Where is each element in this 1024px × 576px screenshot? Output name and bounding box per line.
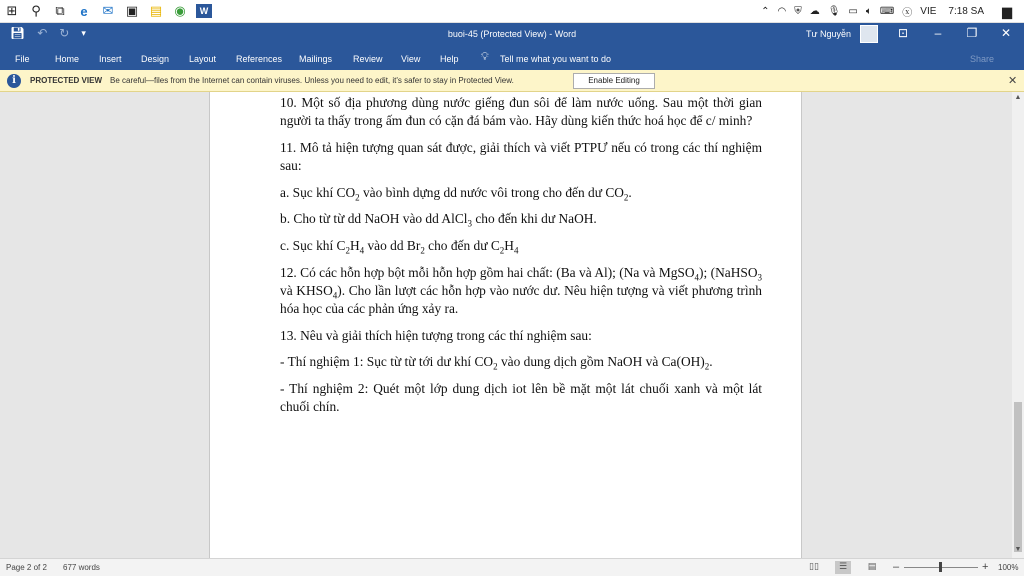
paragraph-q11c[interactable]: c. Sục khí $C_2H_4$ vào dd $Br_2$ cho đến dư $C_2H_4$ xyxy=(280,237,519,256)
document-canvas[interactable] xyxy=(0,92,1012,558)
tell-me-search[interactable]: Tell me what you want to do xyxy=(500,54,612,64)
scroll-thumb[interactable] xyxy=(1014,402,1022,552)
user-name[interactable]: Tư Nguyễn xyxy=(806,29,852,39)
start-icon[interactable]: ⊞ xyxy=(6,3,18,18)
web-layout-icon[interactable]: ▤ xyxy=(867,561,877,571)
wifi-icon[interactable]: ◠ xyxy=(777,6,787,17)
restore-button[interactable]: ❐ xyxy=(966,26,978,40)
paragraph-q11[interactable]: 11. Mô tả hiện tượng quan sát được, giải thích và viết PTPƯ nếu có trong các thí nghiệm sau: xyxy=(280,139,762,174)
zoom-level[interactable]: 100% xyxy=(998,563,1019,572)
file-explorer-icon[interactable]: ▤ xyxy=(149,3,163,18)
zoom-in-icon[interactable]: + xyxy=(982,561,989,573)
keyboard-icon[interactable]: ⌨ xyxy=(879,6,895,17)
store-icon[interactable]: ▣ xyxy=(125,3,139,18)
document-body[interactable] xyxy=(280,94,762,425)
zoom-out-icon[interactable]: – xyxy=(893,561,900,573)
chrome-icon[interactable]: ◉ xyxy=(174,3,186,18)
info-icon: i xyxy=(7,74,21,88)
paragraph-q11a[interactable]: a. Sục khí $CO_2$ vào bình dựng dd nước vôi trong cho đến dư $CO_2$. xyxy=(280,184,632,203)
read-mode-icon[interactable]: ▯▯ xyxy=(809,561,819,571)
paragraph-q12[interactable]: 12. Có các hỗn hợp bột mỗi hỗn hợp gồm hai chất: (Ba và Al); (Na và MgSO$_4$); (NaHSO$_3$ và $KHSO_4$). Cho lần lượt các hỗn hợp vào nước dư. Nêu hiện tượng và viết phương trình hóa học của các phản ứng xảy ra. xyxy=(280,264,762,317)
window-title: buoi-45 (Protected View) - Word xyxy=(447,29,577,39)
paragraph-q13a[interactable]: - Thí nghiệm 1: Sục từ từ tới dư khí $CO_2$ vào dung dịch gồm NaOH và $Ca(OH)_2$. xyxy=(280,354,713,373)
protected-view-label: PROTECTED VIEW xyxy=(30,76,103,85)
tab-view[interactable]: View xyxy=(401,54,421,64)
paragraph-q10[interactable]: 10. Một số địa phương dùng nước giếng đun sôi để làm nước uống. Sau một thời gian người ta thấy trong ấm đun có cặn đá bám vào. Hãy dùng kiến thức hoá học để c/ minh? xyxy=(280,95,762,129)
ime-icon[interactable]: ⓧ xyxy=(902,8,913,19)
search-icon[interactable]: ⚲ xyxy=(31,3,41,18)
title-bar xyxy=(0,23,1024,47)
notification-icon[interactable]: ▆ xyxy=(1002,3,1012,19)
word-count[interactable]: 677 words xyxy=(63,563,100,572)
scroll-up-icon[interactable]: ▲ xyxy=(1014,94,1022,101)
language-indicator[interactable]: VIE xyxy=(920,6,937,17)
tab-home[interactable]: Home xyxy=(55,54,80,64)
antivirus-icon[interactable]: ⛨ xyxy=(794,6,802,17)
tab-file[interactable]: File xyxy=(15,54,30,64)
status-bar xyxy=(0,558,1024,576)
tab-insert[interactable]: Insert xyxy=(99,54,122,64)
customize-toolbar-icon[interactable]: ▾ xyxy=(81,28,86,38)
cloud-icon[interactable]: ☁ xyxy=(809,6,820,17)
lightbulb-icon: 💡︎ xyxy=(481,51,489,63)
tab-references[interactable]: References xyxy=(236,54,283,64)
microphone-icon[interactable]: 🎙︎ xyxy=(827,6,841,17)
ribbon-display-options-icon[interactable]: ⊡ xyxy=(897,26,909,40)
close-button[interactable]: ✕ xyxy=(1000,26,1012,40)
close-icon[interactable]: ✕ xyxy=(1008,75,1018,87)
minimize-button[interactable]: – xyxy=(934,26,942,40)
redo-icon[interactable]: ↻ xyxy=(59,26,70,40)
enable-editing-button[interactable]: Enable Editing xyxy=(573,73,655,89)
mail-icon[interactable]: ✉ xyxy=(102,3,114,18)
ribbon-tabs xyxy=(0,47,1024,70)
chevron-up-icon[interactable]: ⌃ xyxy=(761,6,770,17)
protected-view-bar xyxy=(0,70,1024,92)
edge-icon[interactable]: e xyxy=(80,3,88,19)
document-page[interactable] xyxy=(209,92,802,558)
vertical-scrollbar[interactable] xyxy=(1012,92,1024,558)
scroll-down-icon[interactable]: ▼ xyxy=(1014,546,1022,553)
paragraph-q11b[interactable]: b. Cho từ từ dd NaOH vào dd AlCl$_3$ cho đến khi dư NaOH. xyxy=(280,211,597,230)
share-button[interactable]: Share xyxy=(970,54,995,64)
clock[interactable]: 7:18 SA xyxy=(948,6,984,17)
avatar[interactable] xyxy=(860,25,878,43)
save-icon[interactable]: 💾︎ xyxy=(10,26,26,40)
volume-icon[interactable]: 🔈︎ xyxy=(865,6,872,17)
undo-icon[interactable]: ↶ xyxy=(37,26,48,40)
paragraph-q13b[interactable]: - Thí nghiệm 2: Quét một lớp dung dịch iot lên bề mặt một lát chuối xanh và một lát chuối chín. xyxy=(280,380,762,415)
task-view-icon[interactable]: ⧉ xyxy=(55,3,65,18)
battery-icon[interactable]: ▭ xyxy=(848,6,858,17)
tab-design[interactable]: Design xyxy=(141,54,170,64)
print-layout-icon[interactable]: ☰ xyxy=(835,561,851,574)
page-count[interactable]: Page 2 of 2 xyxy=(6,563,47,572)
word-taskbar-icon[interactable]: W xyxy=(196,4,212,18)
tab-mailings[interactable]: Mailings xyxy=(299,54,333,64)
zoom-slider-thumb[interactable] xyxy=(939,562,942,572)
paragraph-q13[interactable]: 13. Nêu và giải thích hiện tượng trong các thí nghiệm sau: xyxy=(280,327,592,343)
tab-review[interactable]: Review xyxy=(353,54,383,64)
tab-layout[interactable]: Layout xyxy=(189,54,217,64)
tab-help[interactable]: Help xyxy=(440,54,459,64)
protected-view-message: Be careful—files from the Internet can contain viruses. Unless you need to edit, it's safer to stay in Protected View. xyxy=(110,76,514,85)
taskbar xyxy=(0,0,1024,23)
